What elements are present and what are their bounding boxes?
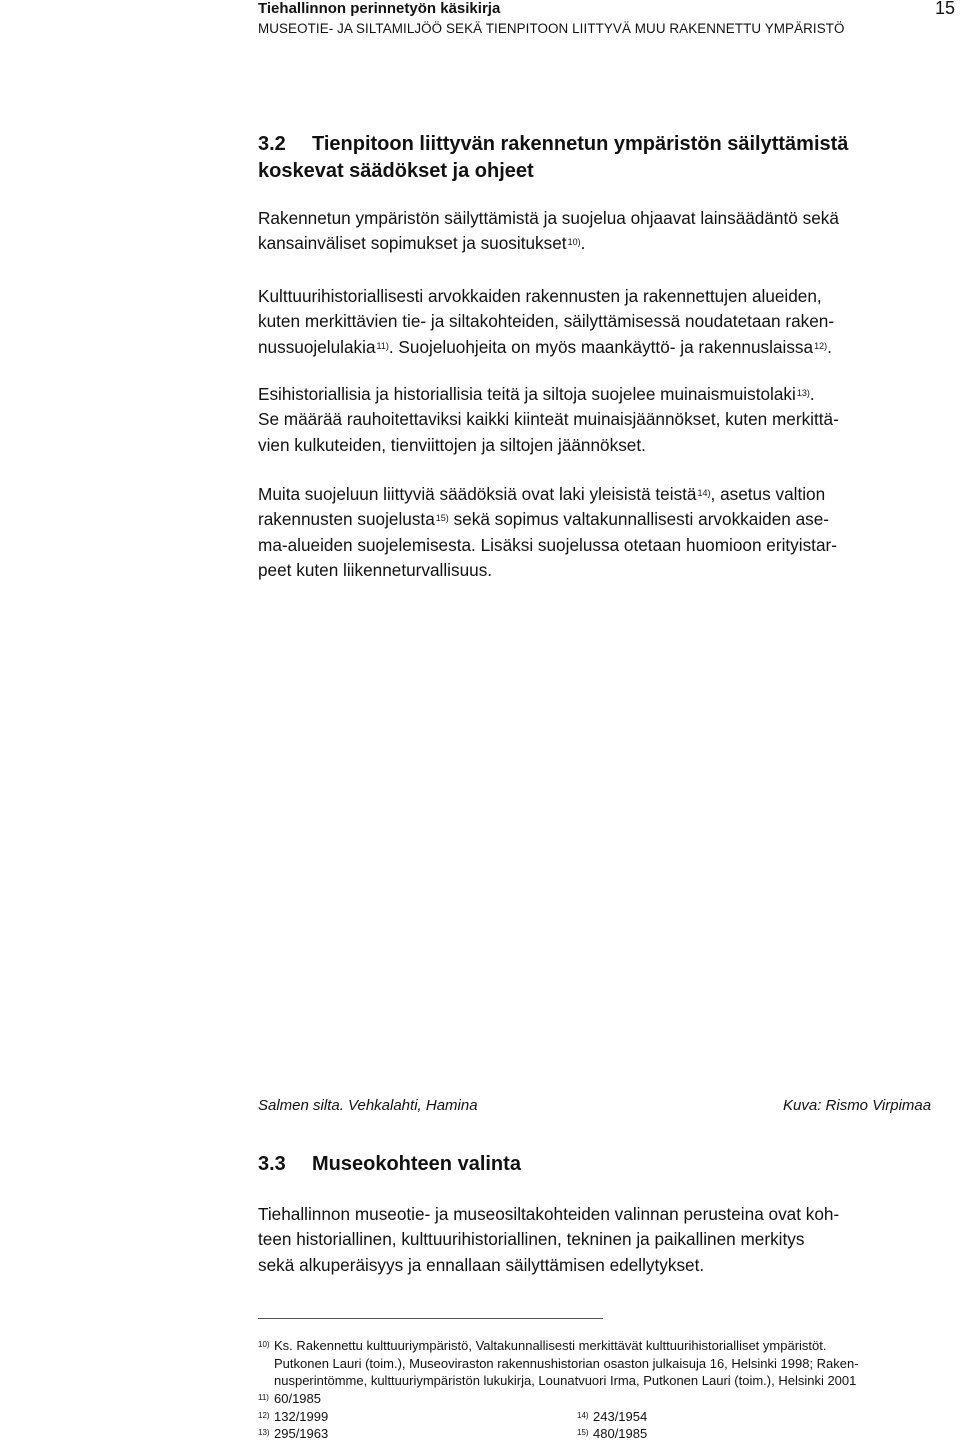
footnote-ref[interactable]: 13) <box>796 388 810 398</box>
page-number: 15 <box>935 0 956 18</box>
footnote-mark: 11) <box>258 1393 269 1402</box>
text-line: . Suojeluohjeita on myös maankäyttö- ja rakennuslaissa <box>388 336 814 357</box>
section-title: Museokohteen valinta <box>312 1153 521 1175</box>
text-line: peet kuten liikenneturvallisuus. <box>258 560 493 581</box>
text-line: , asetus valtion <box>710 484 826 504</box>
footnote-text: Ks. Rakennettu kulttuuriympäristö, Valtakunnallisesti merkittävät kulttuurihistorialliset ympäristöt. <box>274 1338 827 1353</box>
photo-credit: Kuva: Rismo Virpimaa <box>783 1097 932 1114</box>
footnote-text: 480/1985 <box>593 1426 648 1441</box>
footnote-mark: 14) <box>577 1411 589 1420</box>
section-title-line1: Tienpitoon liittyvän rakennetun ympäristön säilyttämistä <box>312 133 849 155</box>
paragraph-selection-criteria <box>258 1202 958 1278</box>
footnote-text: 132/1999 <box>274 1409 329 1424</box>
footnote-ref[interactable]: 10) <box>567 237 581 248</box>
text-line: kansainväliset sopimukset ja suositukset <box>258 233 567 254</box>
text-line: Rakennetun ympäristön säilyttämistä ja suojelua ohjaavat lainsäädäntö sekä <box>258 208 839 228</box>
paragraph-antiquities <box>258 382 958 458</box>
footnote-14 <box>577 1408 647 1426</box>
section-title-line2: koskevat säädökset ja ohjeet <box>258 160 534 182</box>
text-line: teen historiallinen, kulttuurihistoriallinen, tekninen ja paikallinen merkitys <box>258 1229 805 1250</box>
footnote-ref[interactable]: 14) <box>697 488 711 498</box>
footnote-ref[interactable]: 12) <box>814 340 828 351</box>
photo-caption: Salmen silta. Vehkalahti, Hamina <box>258 1097 478 1114</box>
footnote-text: nusperintömme, kulttuuriympäristön lukukirja, Lounatvuori Irma, Putkonen Lauri (toim.), Helsinki 2001 <box>274 1373 857 1388</box>
footnote-12 <box>258 1408 328 1426</box>
footnote-ref[interactable]: 15) <box>435 513 449 524</box>
section-number: 3.3 <box>258 1153 286 1175</box>
footnote-mark: 13) <box>258 1428 270 1437</box>
text-line: kuten merkittävien tie- ja siltakohteiden, säilyttämisessä noudatetaan raken- <box>258 311 835 332</box>
footnote-text: 60/1985 <box>274 1391 321 1406</box>
footnote-10 <box>258 1337 859 1390</box>
text-line: nussuojelulakia <box>258 336 376 357</box>
section-3-2-heading <box>258 131 848 185</box>
punctuation: . <box>580 233 586 254</box>
footnote-text: Putkonen Lauri (toim.), Museoviraston rakennushistorian osaston julkaisuja 16, Helsinki 1998; Raken- <box>274 1355 859 1371</box>
text-line: Se määrää rauhoitettaviksi kaikki kiinteät muinaisjäännökset, kuten merkittä- <box>258 409 839 430</box>
footnote-text: 243/1954 <box>593 1409 648 1424</box>
running-header-subtitle: MUSEOTIE- JA SILTAMILJÖÖ SEKÄ TIENPITOON LIITTYVÄ MUU RAKENNETTU YMPÄRISTÖ <box>258 21 845 36</box>
section-number: 3.2 <box>258 133 286 155</box>
text-line: Esihistoriallisia ja historiallisia teitä ja siltoja suojelee muinaismuistolaki <box>258 384 796 404</box>
text-line: sekä alkuperäisyys ja ennallaan säilyttämisen edellytykset. <box>258 1254 705 1275</box>
footnote-mark: 15) <box>577 1428 589 1437</box>
footnote-mark: 12) <box>258 1411 270 1420</box>
text-line: Tiehallinnon museotie- ja museosiltakohteiden valinnan perusteina ovat koh- <box>258 1204 840 1224</box>
text-line: Kulttuurihistoriallisesti arvokkaiden rakennusten ja rakennettujen alueiden, <box>258 286 822 306</box>
footnote-mark: 10) <box>258 1340 270 1349</box>
text-line: vien kulkuteiden, tienviittojen ja siltojen jäännökset. <box>258 434 646 455</box>
paragraph-legislation <box>258 206 958 257</box>
text-line: ma-alueiden suojelemisesta. Lisäksi suojelussa otetaan huomioon erityistar- <box>258 534 837 555</box>
paragraph-other-regulations <box>258 482 958 584</box>
footnote-11 <box>258 1390 321 1408</box>
punctuation: . <box>827 336 832 357</box>
paragraph-building-protection <box>258 284 958 360</box>
footnote-divider <box>258 1318 603 1319</box>
running-header-title: Tiehallinnon perinnetyön käsikirja <box>258 0 501 17</box>
punctuation: . <box>809 384 815 404</box>
footnote-ref[interactable]: 11) <box>376 340 389 351</box>
text-line: Muita suojeluun liittyviä säädöksiä ovat laki yleisistä teistä <box>258 484 697 504</box>
text-line: rakennusten suojelusta <box>258 509 435 530</box>
text-line: sekä sopimus valtakunnallisesti arvokkaiden ase- <box>448 509 830 530</box>
section-3-3-heading <box>258 1151 521 1178</box>
footnote-text: 295/1963 <box>274 1426 329 1441</box>
